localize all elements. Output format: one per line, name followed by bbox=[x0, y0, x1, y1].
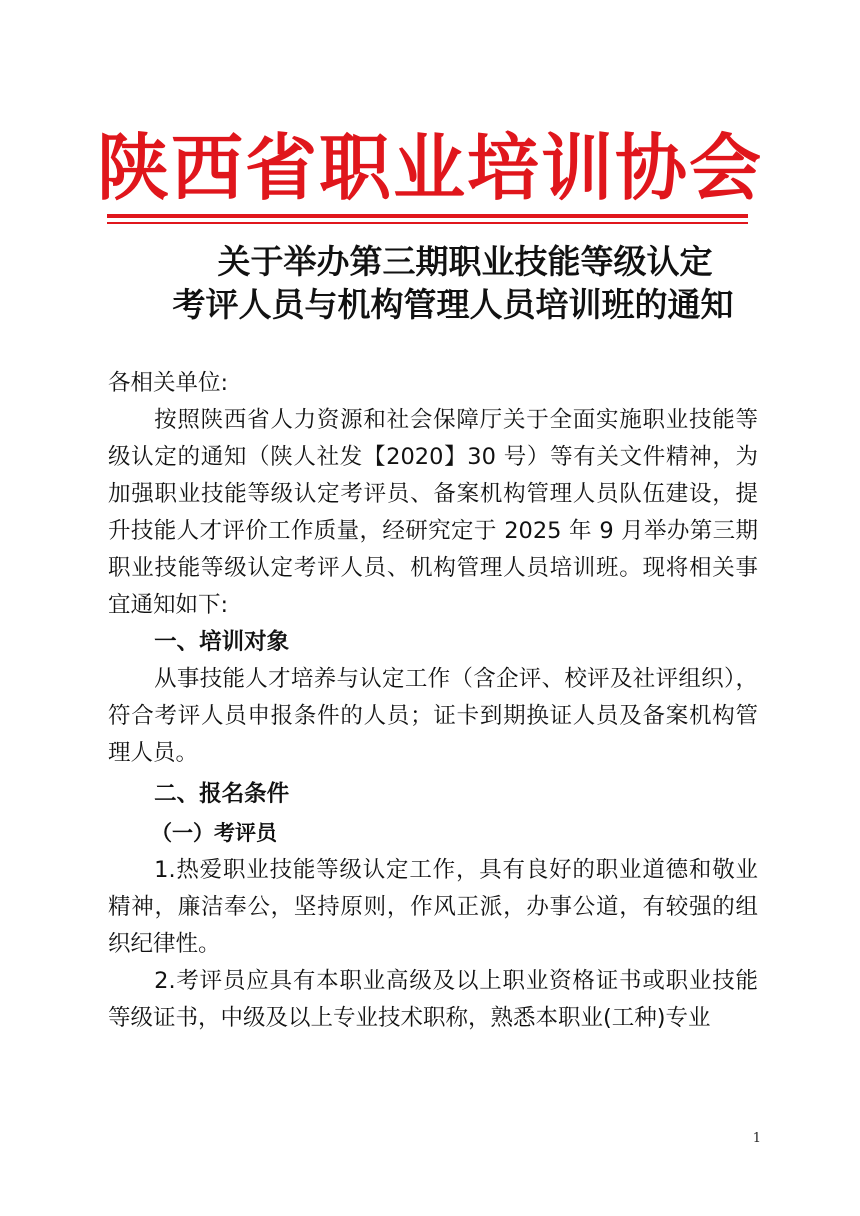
section-heading-registration-conditions: 二、报名条件 bbox=[154, 781, 290, 807]
subsection-heading-examiner: （一）考评员 bbox=[151, 821, 278, 845]
masthead-rule-thick bbox=[107, 214, 748, 218]
greeting: 各相关单位: bbox=[108, 370, 229, 396]
section-heading-training-targets: 一、培训对象 bbox=[154, 629, 290, 655]
document-body bbox=[108, 402, 758, 1037]
training-targets-paragraph: 从事技能人才培养与认定工作（含企评、校评及社评组织），符合考评人员申报条件的人员；证卡到期换证人员及备案机构管理人员。 bbox=[108, 666, 758, 766]
page-number: 1 bbox=[752, 1131, 761, 1146]
masthead-rule-thin bbox=[107, 222, 748, 224]
notice-title-line-2: 考评人员与机构管理人员培训班的通知 bbox=[172, 285, 734, 324]
organization-masthead: 陕西省职业培训协会 bbox=[96, 125, 763, 210]
condition-item-2: 2.考评员应具有本职业高级及以上职业资格证书或职业技能等级证书，中级及以上专业技术职称，熟悉本职业(工种)专业 bbox=[108, 968, 758, 1031]
notice-title-line-1: 关于举办第三期职业技能等级认定 bbox=[217, 242, 713, 281]
intro-paragraph: 按照陕西省人力资源和社会保障厅关于全面实施职业技能等级认定的通知（陕人社发【2020】30 号）等有关文件精神，为加强职业技能等级认定考评员、备案机构管理人员队伍建设，提升技能人才评价工作质量，经研究定于 2025 年 9 月举办第三期职业技能等级认定考评人员、机构管理人员培训班。现将相关事宜通知如下: bbox=[108, 407, 758, 618]
condition-item-1: 1.热爱职业技能等级认定工作，具有良好的职业道德和敬业精神，廉洁奉公，坚持原则，作风正派，办事公道，有较强的组织纪律性。 bbox=[108, 857, 758, 957]
